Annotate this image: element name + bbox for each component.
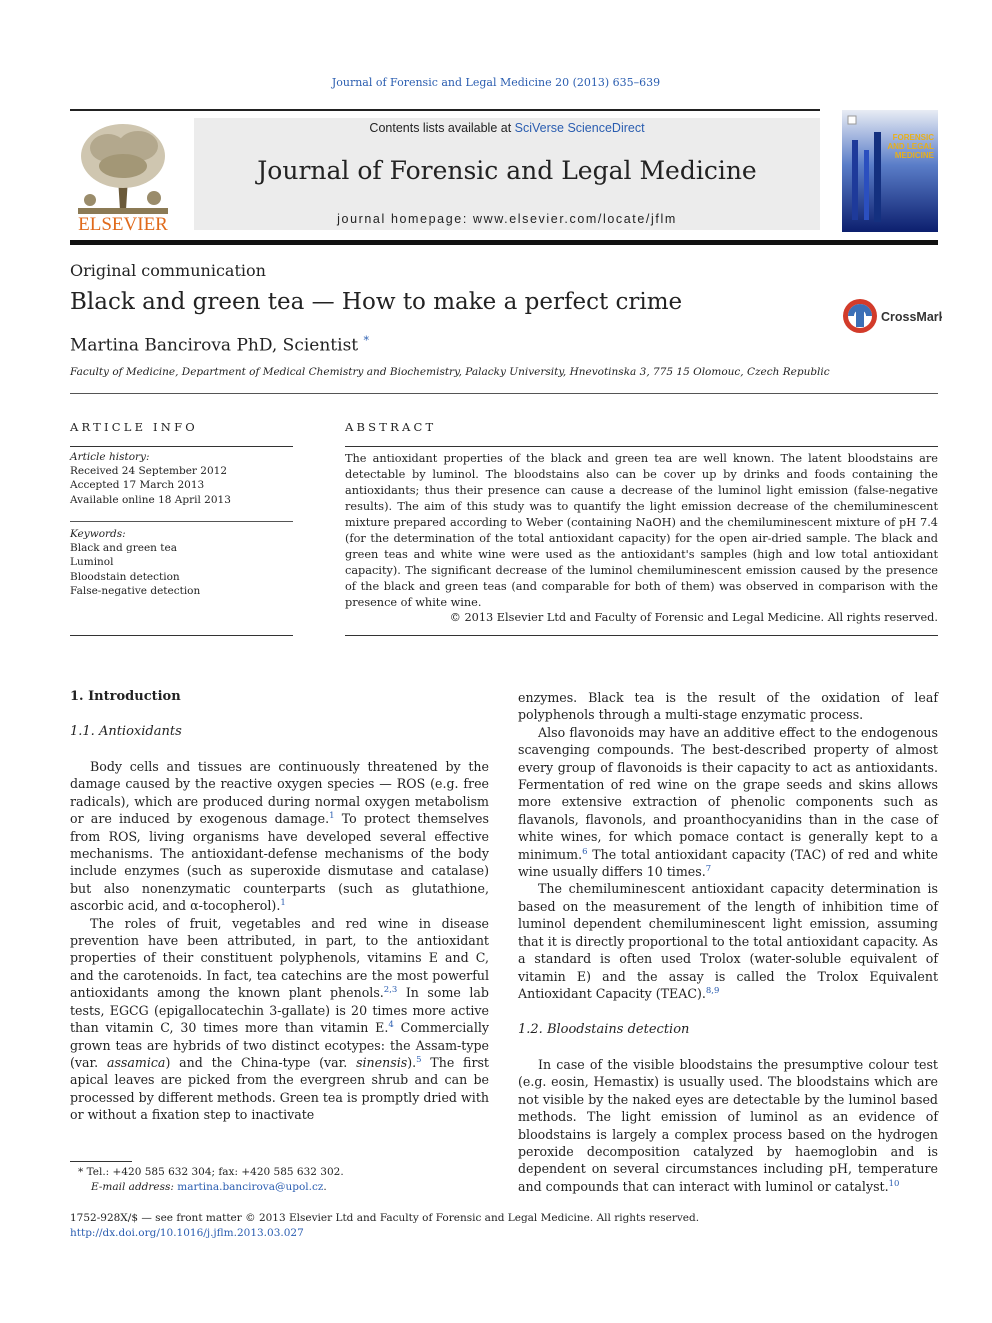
history-label: Article history: [70,451,150,463]
keywords-label: Keywords: [70,528,126,540]
body-right-column-bottom [518,1056,938,1195]
header-rule [70,109,820,111]
footnote-contact [78,1166,344,1178]
abstract-text: The antioxidant properties of the black and green tea are well known. The latent bloodstains are detectable by luminol. The bloodstains also can be cover up by drinks and foods containing the antioxidants; thus their presence can cause a decrease of the luminol light emission (false-negative results). The aim of this study was to quantify the light emission decrease of the chemiluminescent mixture prepared according to Weber (containing NaOH) and the chemiluminescent mixture of pH 7.4 (for the determination of the total antioxidant capacity) for the open air-dried sample. The black and green teas and white wine were used as the antioxidant's samples (high and low total antioxidant capacity). The significant decrease of the luminol chemiluminescent emission caused by the presence of the black and green teas (and comparable for both of them) was observed in comparison with the presence of white wine. [345,452,938,609]
header-thick-rule [70,240,938,245]
sciencedirect-link[interactable]: SciVerse ScienceDirect [514,121,645,135]
elsevier-tree-icon [68,118,178,236]
title-rule [70,393,938,394]
crossmark-icon [842,297,942,335]
elsevier-wordmark: ELSEVIER [78,214,168,235]
citation-ref[interactable]: 10 [888,1178,900,1189]
body-paragraph: Also flavonoids may have an additive effect to the endogenous scavenging compounds. The best-described property of almost every group of flavonoids is their capacity to act as antioxidants. Fermentation of red wine on the grape seeds and skins allows more extensive extraction of phenolic components such as flavanols, flavonols, and proanthocyanidins than in the case of white wines, for which pomace contact is generally kept to a minimum.$^6$ The total antioxidant capacity (TAC) of red and white wine usually differs 10 times.$^7$ [518,724,938,880]
citation-ref[interactable]: 4 [388,1019,394,1030]
crossmark-badge[interactable] [842,297,942,335]
cover-line-1: FORENSIC [892,133,934,142]
doi-link[interactable]: http://dx.doi.org/10.1016/j.jflm.2013.03.027 [70,1227,304,1239]
section-heading-introduction: 1. Introduction [70,689,181,704]
elsevier-logo[interactable] [68,118,178,236]
body-paragraph: The chemiluminescent antioxidant capacity determination is based on the measurement of the length of inhibition time of luminol dependent chemiluminescent light emission, assuming that it is directly proportional to the total antioxidant capacity. As a standard is often used Trolox (water-soluble equivalent of vitamin E) and the assay is called the Trolox Equivalent Antioxidant Capacity (TEAC).$^{8,9}$ [518,881,938,1001]
journal-title: Journal of Forensic and Legal Medicine [257,156,757,185]
issn-line: 1752-928X/$ — see front matter © 2013 Elsevier Ltd and Faculty of Forensic and Legal Medicine. All rights reserved. [70,1212,700,1224]
abstract-heading: ABSTRACT [345,420,437,434]
subsection-heading-antioxidants: 1.1. Antioxidants [70,724,182,739]
body-left-column [70,758,489,1124]
citation-ref[interactable]: 1 [329,811,335,822]
body-paragraph: The roles of fruit, vegetables and red wine in disease prevention have been attributed, in part, to the antioxidant properties of their constituent polyphenols, vitamins E and C, and the carotenoids. In fact, tea catechins are the most powerful antioxidants among the known plant phenols.$^{2,3}$ In some lab tests, EGCG (epigallocatechin 3-gallate) is 20 times more active than vitamin C, 30 times more than vitamin E.$^4$ Commercially grown teas are hybrids of two distinct ecotypes: the Assam-type (var. assamica) and the China-type (var. sinensis).$^5$ The first apical leaves are picked from the evergreen shrub and can be processed by different methods. Green tea is promptly dried with or without a fixation step to inactivate [70,915,489,1123]
cover-line-3: MEDICINE [894,151,934,160]
article-info-rule-bottom [70,635,293,636]
body-paragraph: In case of the visible bloodstains the presumptive colour test (e.g. eosin, Hemastix) is usually used. The bloodstains which are not visible by the naked eyes are detectable by the luminol based methods. The light emission of luminol as an evidence of bloodstains is largely a complex process based on the hydrogen peroxide decomposition catalyzed by haemoglobin and is dependent on several circumstances including pH, temperature and compounds that can interact with luminol or catalyst.$^{10}$ [518,1057,938,1194]
body-paragraph: enzymes. Black tea is the result of the oxidation of leaf polyphenols through a multi-stage enzymatic process. [518,690,938,723]
article-section-type: Original communication [70,261,266,280]
article-info-heading: ARTICLE INFO [70,420,198,434]
footnote-phone: Tel.: +420 585 632 304; fax: +420 585 632 302. [83,1166,344,1178]
crossmark-label: CrossMark [881,310,942,324]
footnote-email: E-mail address: martina.bancirova@upol.cz. [91,1181,327,1193]
author-affiliation: Faculty of Medicine, Department of Medical Chemistry and Biochemistry, Palacky University, Hnevotinska 3, 775 15 Olomouc, Czech Republic [70,366,830,378]
history-accepted: Accepted 17 March 2013 [70,479,205,492]
subsection-heading-bloodstains: 1.2. Bloodstains detection [518,1022,690,1037]
footnote-mark: * [78,1166,84,1178]
abstract-rule-top [345,446,938,447]
email-label: E-mail address: [91,1181,178,1193]
keyword-item: Bloodstain detection [70,570,180,583]
abstract-copyright: © 2013 Elsevier Ltd and Faculty of Forensic and Legal Medicine. All rights reserved. [449,611,938,624]
author-footnote-mark[interactable]: * [363,334,370,347]
email-link[interactable]: martina.bancirova@upol.cz [177,1181,324,1193]
journal-cover-image [842,110,938,232]
keywords-block [70,527,200,598]
article-info-rule-top [70,446,293,447]
cover-line-2: AND LEGAL [887,142,934,151]
keyword-item: False-negative detection [70,584,201,597]
author-line [70,334,369,356]
citation-ref[interactable]: 7 [705,863,712,874]
history-online: Available online 18 April 2013 [70,493,231,506]
body-right-column-top [518,689,938,1002]
body-paragraph: Body cells and tissues are continuously threatened by the damage caused by the reactive oxygen species — ROS (e.g. free radicals), which are produced during normal oxygen metabolism or are induced by exogenous damage.$^1$ To protect themselves from ROS, living organisms have developed several effective mechanisms. The antioxidant-defense mechanisms of the body include enzymes (such as superoxide dismutase and catalase) but also nonenzymatic counterparts (such as glutathione, ascorbic acid, and α-tocopherol).$^1$ [70,759,489,914]
journal-citation[interactable]: Journal of Forensic and Legal Medicine 20 (2013) 635–639 [331,76,661,89]
author-names: Martina Bancirova PhD, Scientist [70,335,359,356]
keyword-item: Black and green tea [70,542,177,555]
citation-ref[interactable]: 1 [280,898,286,909]
article-info-rule-middle [70,521,293,522]
footnote-rule [70,1161,132,1162]
citation-ref[interactable]: 8,9 [705,985,720,996]
abstract-rule-bottom [345,635,938,636]
citation-ref[interactable]: 6 [582,846,588,857]
history-received: Received 24 September 2012 [70,465,228,478]
contents-prefix: Contents lists available at [369,121,515,135]
contents-line [194,121,820,135]
journal-homepage[interactable]: journal homepage: www.elsevier.com/locate/jflm [337,212,677,226]
citation-ref[interactable]: 5 [416,1054,422,1065]
citation-ref[interactable]: 2,3 [383,985,398,996]
article-title: Black and green tea — How to make a perfect crime [70,289,683,315]
journal-cover-thumbnail[interactable] [842,110,938,232]
keyword-item: Luminol [70,556,114,569]
article-history [70,450,231,507]
